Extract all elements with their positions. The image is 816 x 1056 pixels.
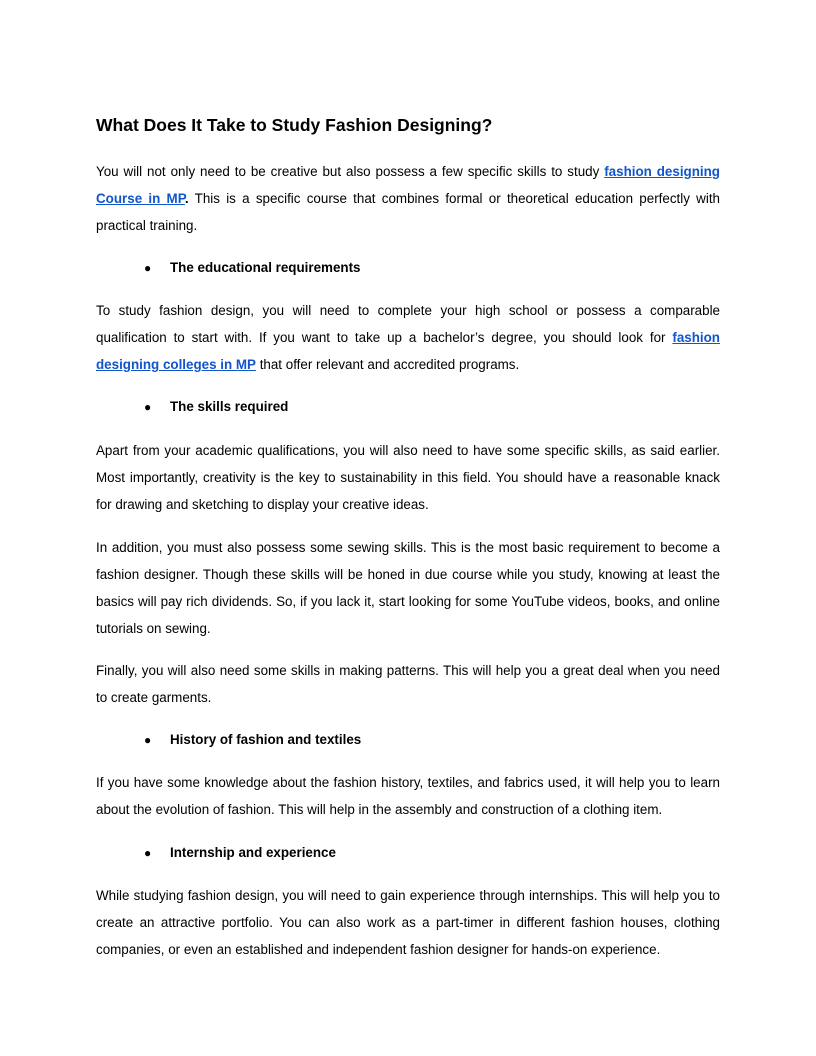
bullet-heading: The educational requirements: [170, 260, 361, 275]
educational-text-end: that offer relevant and accredited programs.: [255, 357, 520, 372]
history-paragraph: If you have some knowledge about the fashion history, textiles, and fabrics used, it will help you to learn about the evolution of fashion. This will help in the assembly and construction of a clothing item.: [96, 775, 720, 817]
fashion-designing-course-link[interactable]: fashion designing Course in MP: [96, 164, 720, 206]
bullet-dot: ●: [144, 400, 152, 414]
intro-paragraph: [96, 158, 720, 239]
skills-paragraph-3: Finally, you will also need some skills in making patterns. This will help you a great deal when you need to create garments.: [96, 663, 720, 705]
intro-period: .: [184, 191, 189, 206]
educational-text: To study fashion design, you will need to complete your high school or possess a comparable qualification to start with. If you want to take up a bachelor’s degree, you should look for: [96, 303, 720, 345]
educational-paragraph: [96, 297, 720, 378]
bullet-skills-required: [144, 397, 288, 417]
bullet-heading: History of fashion and textiles: [170, 732, 362, 747]
skills-paragraph-1: Apart from your academic qualifications, you will also need to have some specific skills, as said earlier. Most importantly, creativity is the key to sustainability in this field. You should have a reasonable knack for drawing and sketching to display your creative ideas.: [96, 443, 720, 512]
bullet-dot: ●: [144, 261, 152, 275]
bullet-heading: The skills required: [170, 399, 289, 414]
bullet-heading: Internship and experience: [170, 845, 336, 860]
page-title: What Does It Take to Study Fashion Designing?: [96, 115, 493, 135]
bullet-history-of-fashion: [144, 730, 361, 750]
bullet-internship-experience: [144, 843, 336, 863]
internship-paragraph: While studying fashion design, you will need to gain experience through internships. This will help you to create an attractive portfolio. You can also work as a part-timer in different fashion houses, clothing companies, or even an established and independent fashion designer for hands-on experience.: [96, 888, 720, 957]
bullet-dot: ●: [144, 846, 152, 860]
bullet-dot: ●: [144, 733, 152, 747]
fashion-designing-colleges-link[interactable]: fashion designing colleges in MP: [96, 330, 720, 372]
skills-paragraph-2: In addition, you must also possess some sewing skills. This is the most basic requirement to become a fashion designer. Though these skills will be honed in due course while you study, knowing at least the basics will pay rich dividends. So, if you lack it, start looking for some YouTube videos, books, and online tutorials on sewing.: [96, 540, 720, 636]
intro-text: You will not only need to be creative but also possess a few specific skills to study: [96, 164, 605, 179]
intro-text-end: This is a specific course that combines formal or theoretical education perfectly with practical training.: [96, 191, 720, 233]
bullet-educational-requirements: [144, 258, 361, 278]
